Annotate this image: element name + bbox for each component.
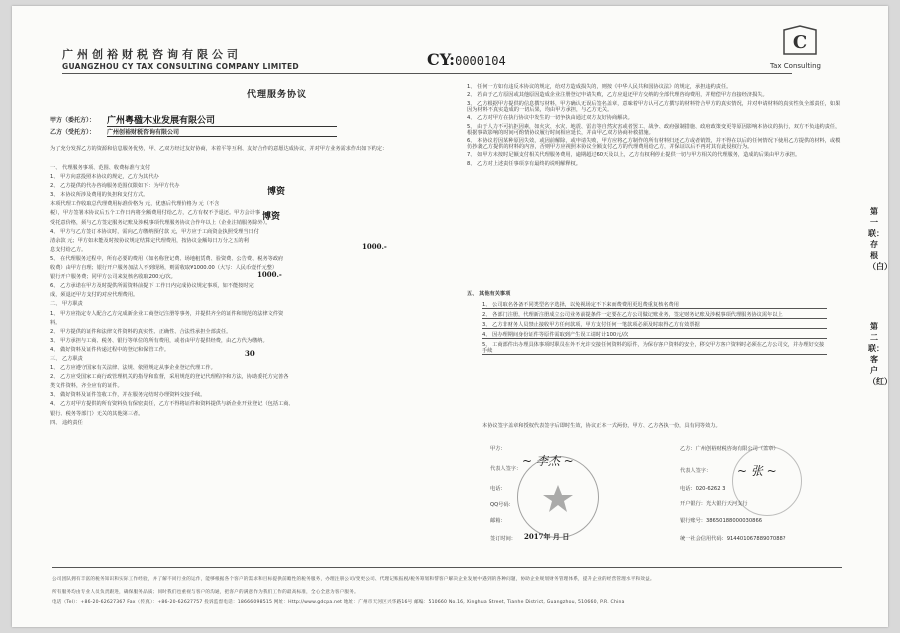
clause-line: 2、 甲方提供的证件和法律文件资料的真实性、正确性、合法性承担全部责任。 — [50, 328, 232, 335]
clause-line: 8、 乙方对上述责任事项享有最终的说明解释权。 — [467, 160, 581, 167]
clause-line: 三、 乙方职责 — [50, 355, 83, 362]
party-b-seal-icon — [732, 446, 802, 516]
clause-line: 3、 乙方根据甲方提供的信息撰写材料，甲方确认无误后签名盖章，意味着甲方认可乙方撰写的材料符合甲方的真实情况，并对申请材料的真实性负全部责任，如果因为材料不真实造成的一切后果，均由甲方承担，与乙方无关。 — [467, 100, 841, 113]
party-a-tel: 电话： — [490, 486, 506, 492]
clause-line: 4、 做好资料及证件传递过程中的登记和保管工作。 — [50, 346, 170, 353]
clause-line: 2、 若由于乙方原因或其他原因造成企业注册登记申请失败，乙方应退还甲方交纳的全部代理咨询费用，并赔偿甲方直接经济损失。 — [467, 92, 768, 99]
other-matters-list — [482, 302, 827, 358]
party-a-name: 广州粤楹木业发展有限公司 — [107, 113, 337, 127]
clause-line: 1、 任何一方如有违反本协议的规定，给对方造成损失的，则按《中华人民共和国协议法》的规定，承担违约责任。 — [467, 84, 732, 90]
clause-line: 2、 乙方应受国家工商行政管理机关的指导和监督，采用规范的登记代理程序和方法，协助委托方完善各 — [50, 374, 289, 381]
party-b-rep: 代表人签字： — [680, 468, 712, 474]
clause-line: 类文件资料，齐全应有的证件。 — [50, 383, 123, 390]
header-divider — [62, 73, 792, 74]
clause-line: 1、 甲方应指定专人配合乙方完成新企业工商登记注册等事务，并提供齐全的证件和规范的法律文件资 — [50, 310, 284, 317]
clause-line: 4、 甲方与乙方签订本协议时，需向乙方缴纳预付款 元，甲方应于工商资金执照受理当日付 — [50, 228, 259, 235]
party-a-email: 邮箱： — [490, 518, 506, 524]
party-b-name: 广州创裕财税咨询有限公司 — [107, 130, 337, 137]
other-matters-title: 五、 其他有关事项 — [467, 291, 511, 297]
svg-text:C: C — [792, 32, 808, 53]
party-a-sign-label: 甲方： — [490, 446, 506, 452]
left-clauses — [50, 165, 450, 429]
document-page — [12, 6, 892, 627]
party-a-date: 2017年 月 日 — [524, 532, 570, 541]
logo-caption: Tax Consulting — [770, 62, 821, 70]
party-b-signature-icon: ~ 张 ~ — [737, 464, 777, 478]
clause-line: 5、 在代理服务过程中，所有必要的费用（如名称登记费、场地租赁费、验资费、公告费、税务等政府 — [50, 255, 284, 262]
footer-contact: 电话（Tel）：+86-20-62627367 Fax（传真）：+86-20-62627757 投诉监督电话：18666098515 网址：Http://www.gdcpa.net 地址：广州市天河区兴华路16号 邮编：510660 No.16, Xinghua Street, Tianhe District, Guangzhou, 510660, P.R. China — [52, 600, 625, 605]
clause-line: 银行开户服务费；同甲方公司来复核名收取200元/次。 — [50, 274, 176, 281]
party-b-tel: 电话：020-6262 3 — [680, 486, 726, 492]
right-clauses — [467, 84, 842, 169]
clause-line: 四、 违约责任 — [50, 419, 83, 426]
party-a-rep: 代表人签字： — [490, 466, 522, 472]
company-name-cn: 广州创裕财税咨询有限公司 — [62, 48, 242, 61]
party-a-signature-icon: ~ 李杰 ~ — [522, 454, 574, 468]
clause-line: 本项代理工作收取总代理费用标准价格为 元，优惠后代理价格为 元（不含 — [50, 201, 220, 208]
company-name-en: GUANGZHOU CY TAX CONSULTING COMPANY LIMITED — [62, 62, 299, 71]
handwritten-days: 30 — [245, 349, 255, 358]
clause-line: 5、 由于人力不可抗拒因素，如火灾、水灾、地震、雷击等自然灾害或者罢工、战争、政府强制措施、政府政策变更等原因影响本协议的执行，双方不负违约责任，根据事故影响的时间可酌情协议履行时间相应延长，并由甲乙双方协商补救措施。 — [467, 123, 841, 136]
clause-line: 1、 甲方向意投照本协议的规定，乙方为其代办 — [50, 174, 159, 181]
handwritten-prepay: 1000.- — [257, 270, 282, 279]
clause-line: 2、 各部门注册，代理新注册成立公司业务前提条件一定要在乙方公司做记账业务，签定财务记账及涉税事项代理服务协议需年以上 — [482, 312, 827, 319]
clause-line: 税），甲方签署本协议后五个工作日内将全额费用付给乙方，乙方有权不予退还。甲方会计事 — [50, 210, 261, 217]
clause-line: 息支付给乙方。 — [50, 246, 87, 253]
side-label-copy2: 第二联：客户（红） — [868, 322, 892, 386]
party-b-bank: 开户银行：光大银行天河支行 — [680, 501, 748, 507]
clause-line: 3、 做好资料及证件签收工作，并在服务完结时办理资料交接手续。 — [50, 392, 206, 399]
clause-line: 成，须退还甲方支付的对应代理费用。 — [50, 292, 139, 299]
document-title: 代理服务协议 — [247, 90, 308, 100]
clause-line: 4、 乙方对甲方提供的所有资料负有保密责任，乙方不得将证件和资料提供与新企业开业登记（包括工商、 — [50, 401, 294, 408]
party-a-date-label: 签订时间： — [490, 536, 516, 542]
footer-line-2: 所有服务均由专业人员负责跟进，确保服务品质；同时我们也重视与客户的沟通，把客户的满意作为我们工作的最高标准，全心全意为客户服务。 — [52, 590, 359, 595]
clause-line: 1、 公司取名各备不同类型名字选择，以免视场定不下来而费费用更迟费重复核名费用 — [482, 302, 827, 309]
company-logo-icon — [780, 24, 820, 60]
handwritten-item-1: 博资 — [267, 187, 286, 197]
clause-line: 3、 乙方非财务人员禁止接收甲方任何款项，甲方支付任何一笔款项必须及时取得乙方有效票据 — [482, 322, 827, 329]
footer-divider — [52, 567, 842, 568]
clause-line: 受托意价格，须与乙方签定服务记账及涉税事项代理服务协议合作年以上（企业注销服务除外）。 — [50, 219, 271, 226]
clause-line: 2、 乙方提供的代办咨询服务范围仅限如下：为甲方代办 — [50, 183, 180, 190]
party-b-account: 银行账号：38650188000030866 — [680, 518, 763, 524]
clause-line: 4、 乙方对甲方在执行协议中发生的一切争执由通过双方友好协商解决。 — [467, 115, 633, 122]
clause-line: 4、 因办理期间身份证件等原件需取到产生误工请时计100元/次 — [482, 332, 827, 339]
clause-line: 6、 本协议若因某种原因失效，或因前解除，或申请失败，甲方应将乙方制作的所有材料归还乙方或者销毁，并不得在以后的任何情况下使用乙方提供的材料，或模仿抄袭乙方提供的材料的内容，否则甲方应视照本协议全额支付乙方的代理费用给乙方，并保证以后不再对其有此侵权行为。 — [467, 137, 841, 150]
party-b-credit-code: 统一社会信用代码：91440106788907088? — [680, 536, 786, 542]
clause-line: 1、 乙方应遵守国家有关法律、法规、依照规定从事企业登记代理工作。 — [50, 365, 216, 372]
intro-text: 为了充分发挥乙方的资源和信息服务优势，甲、乙双方经过友好协商，本着平等互利、友好合作的意愿达成协议，并对甲方业务需求作出如下约定： — [50, 146, 388, 152]
serial-number: CY:0000104 — [427, 50, 506, 69]
clause-line: 二、 甲方职责 — [50, 301, 83, 308]
party-b-sign-label: 乙方：广州创裕财税咨询有限公司（盖章） — [680, 446, 779, 452]
party-a-qq: QQ号码： — [490, 502, 514, 508]
clause-line: 3、 甲方承担与工商、税务、银行等单位的所有费用，或者由甲方提供经费，由乙方代为缴纳。 — [50, 337, 268, 344]
clause-line: 5、 工商部件出办理具体事项时职员在外不允许交接任何资料的原件，为保存客户资料的安全，移交甲方客户资料时必须在乙方公司交，并办理好交接手续 — [482, 342, 827, 355]
clause-line: 6、 乙方承诺在甲方及时提供所需资料前提下 工作日内完成协议规定事项，如不能按时完 — [50, 283, 254, 290]
closing-text: 本协议签字盖章和授权代表签字后即时生效，协议正本一式两份，甲方、乙方各执一份，具有同等效力。 — [482, 423, 721, 429]
party-a-label: 甲方（委托方）： — [50, 117, 96, 124]
clause-line: 收费）由甲方自理；银行开户服务加法人不到现场，则需收取¥1000.00（大写：人民币壹仟元整） — [50, 265, 278, 272]
clause-line: 清余款 元；甲方如未能及时按协议规定结算定代理费用，按协议金额每日万分之五的利 — [50, 237, 249, 244]
clause-line: 银行、税务等部门）无关的其他第三者。 — [50, 410, 144, 417]
handwritten-price: 1000.- — [362, 242, 387, 251]
footer-line-1: 公司团队拥有丰富的税务知识和实际工作经验，并了解不同行业的运作，能够根据各个客户的需求和目标提供前瞻性的税务服务，办理注册公司/变更公司、代理记账报税/税务筹划和帮客户解决企业发展中遇到的各种问题，协助企业规划财务管理体系，提升企业的经营管理水平和效益。 — [52, 577, 655, 582]
clause-line: 料。 — [50, 319, 61, 326]
handwritten-item-2: 博资 — [262, 212, 281, 222]
clause-line: 7、 如甲方未按时足额支付相关代理服务费用，逾期超过60天及以上，乙方有权利停止提供一切与甲方相关的代理服务，造成的后果由甲方承担。 — [467, 152, 801, 159]
clause-line: 一、 代理服务事项、范围、收费标准与支付 — [50, 165, 151, 171]
clause-line: 3、 本协议所涉及费用的负担和支付方式。 — [50, 192, 149, 199]
side-label-copy1: 第一联：存根（白） — [868, 207, 892, 271]
party-b-label: 乙方（受托方）： — [50, 129, 96, 136]
